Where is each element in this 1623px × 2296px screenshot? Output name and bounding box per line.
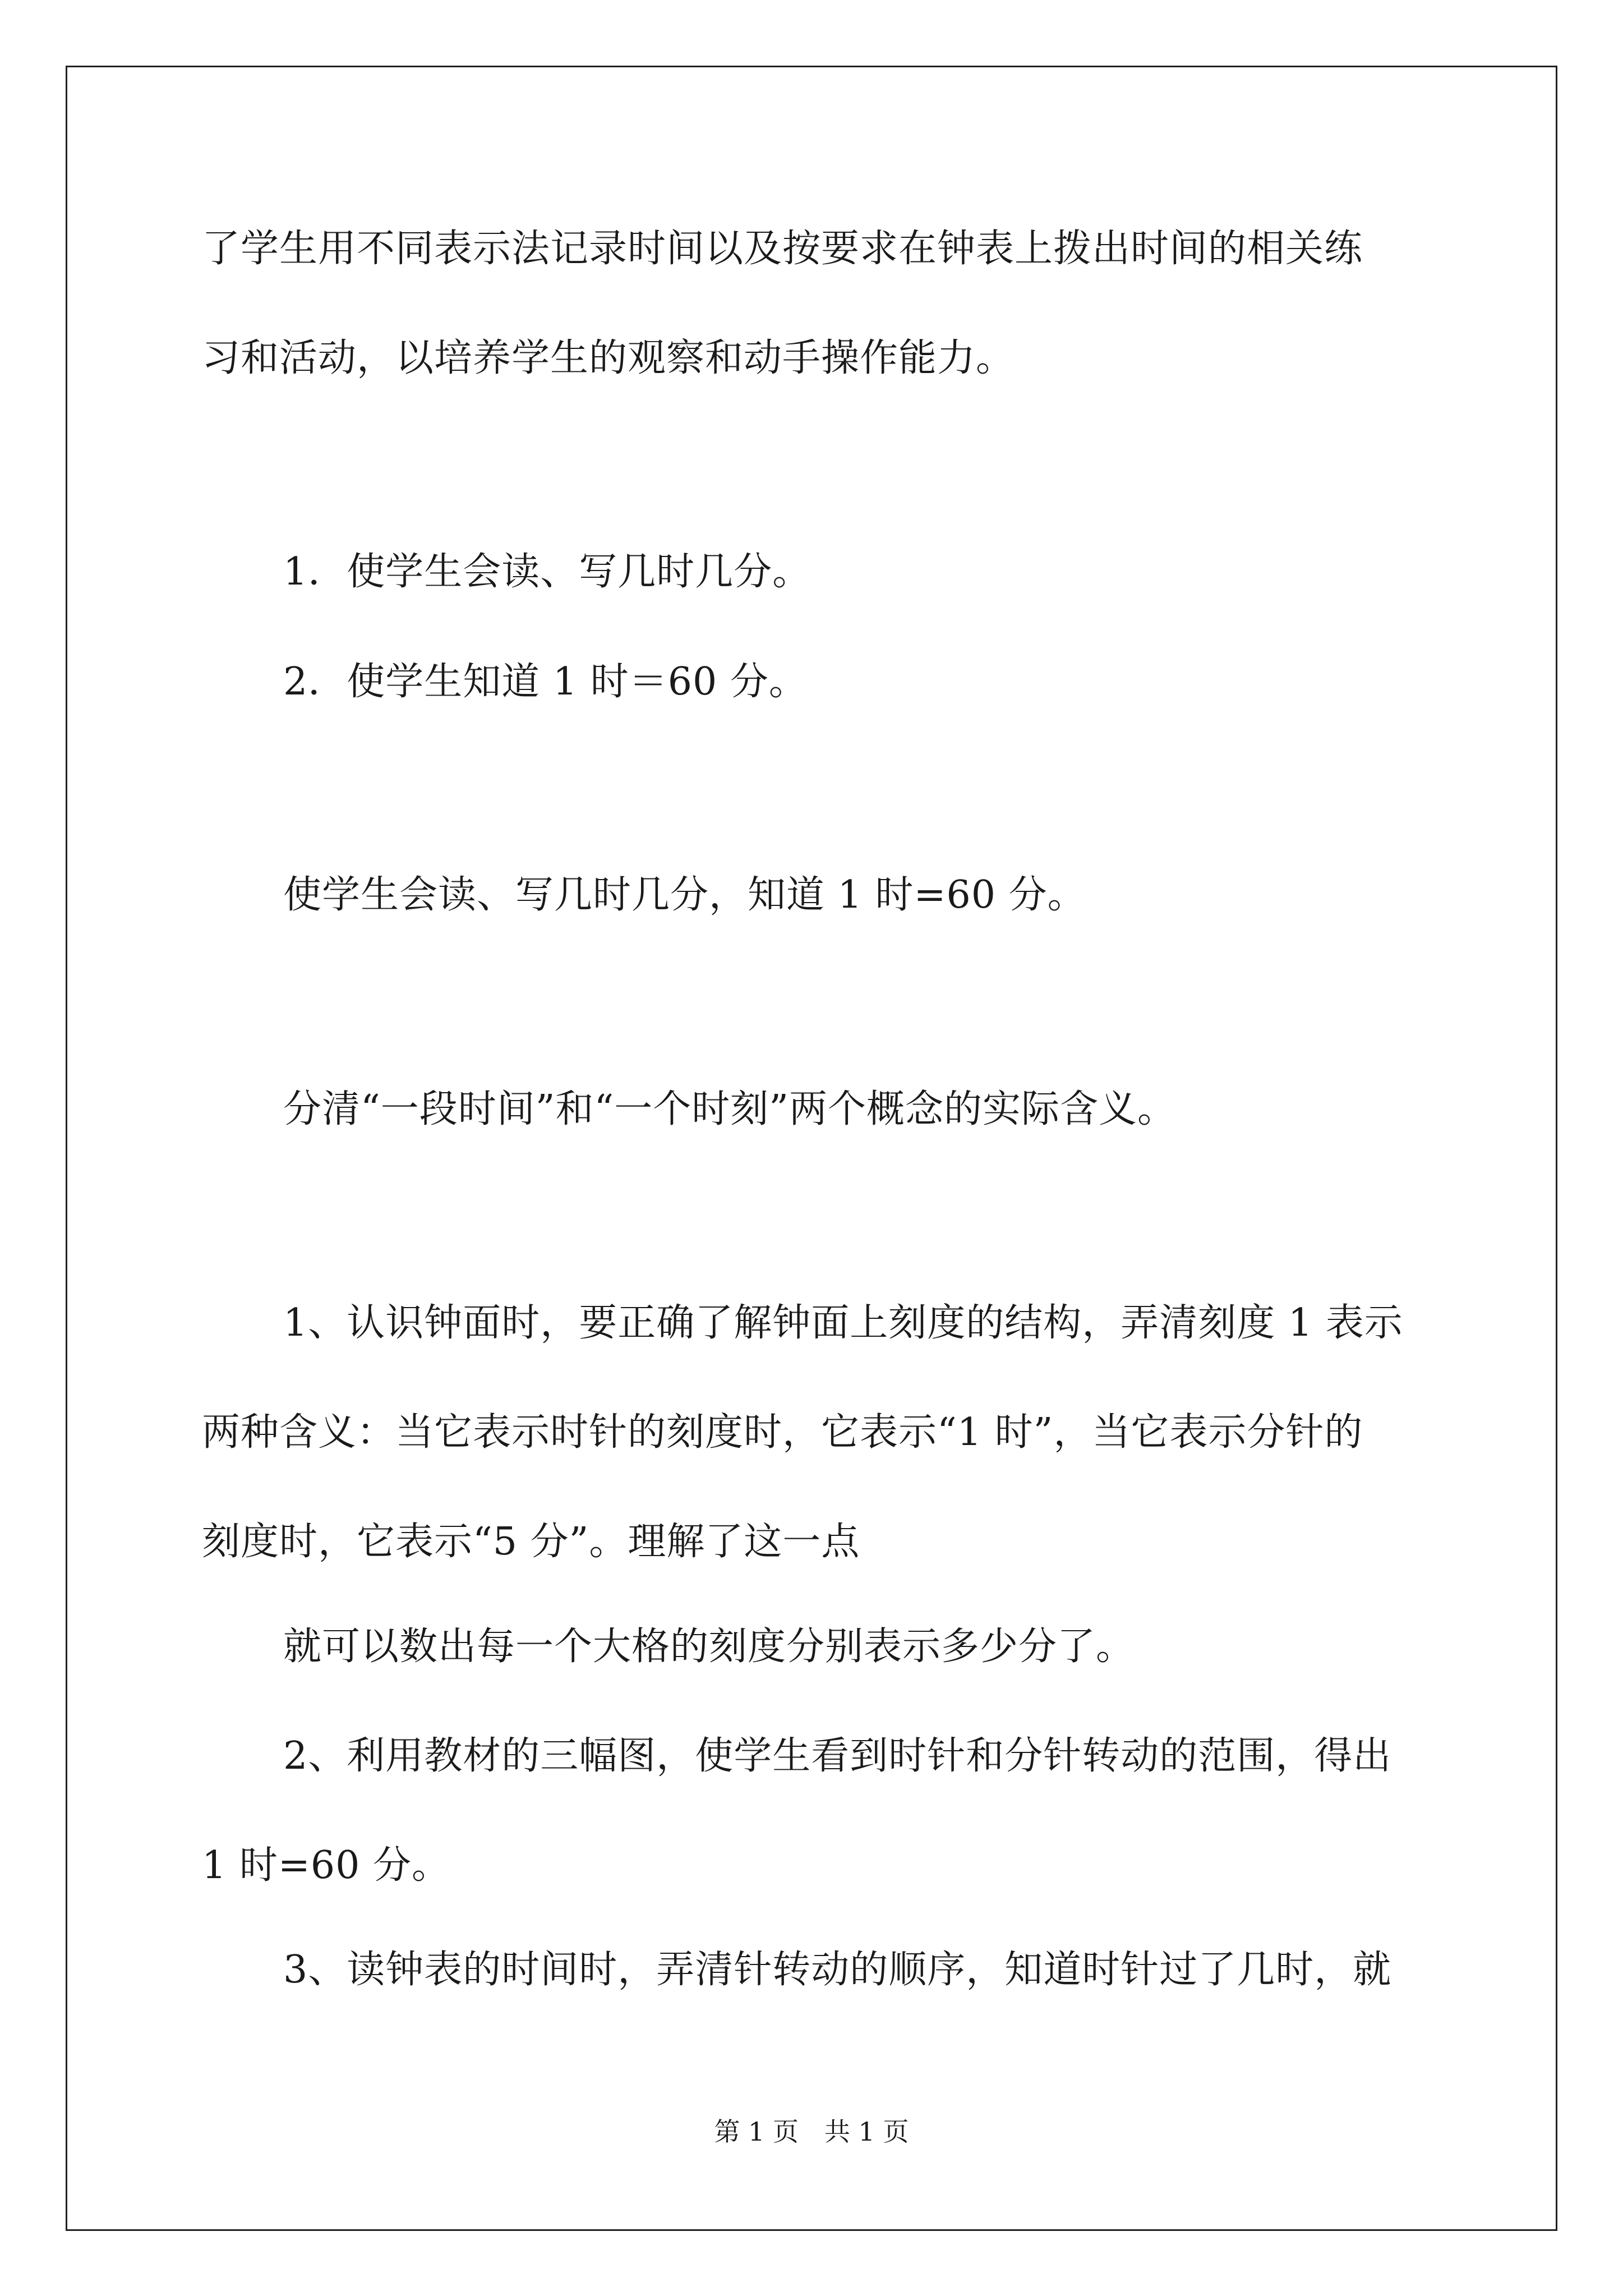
text-line: 1、认识钟面时，要正确了解钟面上刻度的结构，弄清刻度 1 表示 <box>283 1301 1403 1345</box>
text-line: 两种含义：当它表示时针的刻度时，它表示“1 时”，当它表示分针的 <box>202 1410 1363 1455</box>
text-line: 使学生会读、写几时几分，知道 1 时=60 分。 <box>283 873 1086 917</box>
list-item: 2．使学生知道 1 时＝60 分。 <box>283 660 808 704</box>
text-line: 习和活动，以培养学生的观察和动手操作能力。 <box>202 336 1015 380</box>
page-border <box>66 66 1557 2231</box>
page-footer: 第 1 页 共 1 页 <box>714 2116 909 2147</box>
text-line: 分清“一段时间”和“一个时刻”两个概念的实际含义。 <box>283 1087 1177 1131</box>
list-item: 1．使学生会读、写几时几分。 <box>283 550 811 594</box>
text-line: 了学生用不同表示法记录时间以及按要求在钟表上拨出时间的相关练 <box>202 227 1363 271</box>
text-line: 刻度时，它表示“5 分”。理解了这一点 <box>202 1520 860 1564</box>
text-line: 1 时=60 分。 <box>202 1843 450 1888</box>
text-line: 3、读钟表的时间时，弄清针转动的顺序，知道时针过了几时，就 <box>283 1948 1392 1992</box>
text-line: 2、利用教材的三幅图，使学生看到时针和分针转动的范围，得出 <box>283 1734 1392 1778</box>
text-line: 就可以数出每一个大格的刻度分别表示多少分了。 <box>283 1625 1135 1669</box>
